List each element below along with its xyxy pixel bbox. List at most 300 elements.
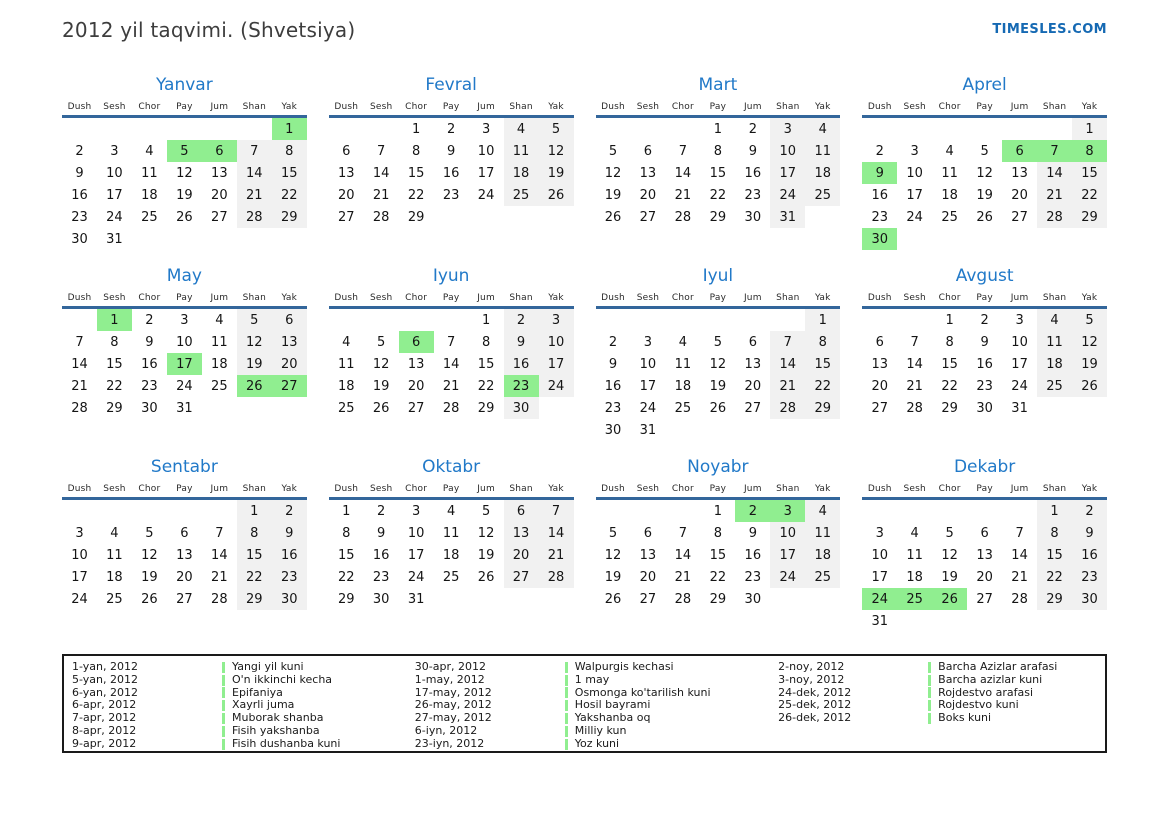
month-title: Iyun xyxy=(432,266,470,286)
day-cell: 13 xyxy=(337,165,355,181)
day-cell: 21 xyxy=(1011,569,1028,585)
empty-cell xyxy=(329,118,364,140)
day-cell: 11 xyxy=(106,547,123,563)
day-cell: 15 xyxy=(337,547,355,563)
day-cell: 4 xyxy=(1037,309,1072,331)
weekday-header: Pay xyxy=(442,101,460,112)
day-cell: 28 xyxy=(906,400,923,416)
empty-cell xyxy=(897,228,932,250)
month-iyun xyxy=(329,263,574,441)
day-cell: 7 xyxy=(1015,525,1024,541)
holiday-name xyxy=(565,661,778,674)
day-cell: 15 xyxy=(941,356,958,372)
day-cell: 21 xyxy=(770,375,805,397)
day-cell: 1 xyxy=(342,503,351,519)
weekday-header: Sesh xyxy=(103,483,126,494)
day-cell: 12 xyxy=(604,165,622,181)
months-grid xyxy=(62,72,1107,632)
holiday-name xyxy=(565,738,778,751)
day-cell: 16 xyxy=(1072,544,1107,566)
weekday-header: Sesh xyxy=(103,292,126,303)
empty-cell xyxy=(539,397,574,419)
day-cell: 1 xyxy=(805,309,840,331)
day-cell: 27 xyxy=(176,591,193,607)
day-cell: 31 xyxy=(1011,400,1028,416)
empty-cell xyxy=(932,500,967,522)
day-cell: 30 xyxy=(744,591,762,607)
month-noyabr xyxy=(596,454,841,632)
day-cell: 24 xyxy=(71,591,88,607)
weekday-header: Pay xyxy=(709,292,727,303)
holiday-date: 25-dek, 2012 xyxy=(778,698,852,712)
month-sentabr xyxy=(62,454,307,632)
day-cell: 3 xyxy=(1015,312,1024,328)
day-cell: 16 xyxy=(744,165,762,181)
weekday-header: Jum xyxy=(743,292,762,303)
empty-cell xyxy=(770,309,805,331)
holiday-name xyxy=(928,712,1097,725)
month-mart xyxy=(596,72,841,250)
empty-cell xyxy=(967,118,1002,140)
day-cell: 2 xyxy=(608,334,618,350)
weekday-header: Pay xyxy=(709,483,727,494)
day-cell: 3 xyxy=(643,334,653,350)
day-cell: 23 xyxy=(141,378,158,394)
weekday-header: Yak xyxy=(814,483,831,494)
empty-cell xyxy=(329,309,364,331)
weekday-header: Sesh xyxy=(636,101,660,112)
day-cell: 5 xyxy=(539,118,574,140)
days-grid xyxy=(862,118,1107,250)
holiday-date: 23-iyn, 2012 xyxy=(414,736,485,750)
weekday-header: Pay xyxy=(442,483,460,494)
day-cell: 21 xyxy=(372,187,390,203)
day-cell: 23 xyxy=(604,400,622,416)
day-cell: 26 xyxy=(604,209,622,225)
empty-cell xyxy=(1002,228,1037,250)
day-cell: 21 xyxy=(237,184,272,206)
day-cell: 18 xyxy=(504,162,539,184)
day-cell: 1 xyxy=(945,312,954,328)
day-cell: 28 xyxy=(674,591,692,607)
empty-cell xyxy=(665,309,700,331)
holiday-name-text: Yakshanba oq xyxy=(574,711,651,725)
day-cell: 4 xyxy=(805,500,840,522)
month-may xyxy=(62,263,307,441)
day-cell: 28 xyxy=(674,209,692,225)
weekday-header: Yak xyxy=(548,292,564,303)
holiday-marker-icon xyxy=(222,700,225,711)
day-cell: 10 xyxy=(477,143,495,159)
day-cell: 12 xyxy=(539,140,574,162)
holiday-name xyxy=(565,674,778,687)
day-cell: 2 xyxy=(272,500,307,522)
day-cell: 29 xyxy=(709,591,727,607)
empty-cell xyxy=(1072,610,1107,632)
day-cell: 15 xyxy=(709,165,727,181)
day-cell: 14 xyxy=(1011,547,1028,563)
day-cell: 16 xyxy=(442,165,460,181)
empty-cell xyxy=(665,419,700,441)
day-cell: 23 xyxy=(744,569,762,585)
day-cell: 31 xyxy=(871,613,888,629)
weekday-header: Jum xyxy=(210,483,229,494)
day-cell: 18 xyxy=(442,547,460,563)
weekday-header: Yak xyxy=(814,101,831,112)
day-cell: 17 xyxy=(407,547,425,563)
day-cell: 24 xyxy=(539,375,574,397)
day-cell: 26 xyxy=(176,209,193,225)
legend-entry xyxy=(72,738,415,751)
empty-cell xyxy=(805,588,840,610)
month-title: May xyxy=(166,266,202,286)
day-cell: 1 xyxy=(713,121,722,137)
day-cell: 19 xyxy=(141,569,158,585)
legend-entry xyxy=(72,661,415,674)
day-cell: 29 xyxy=(106,400,123,416)
day-cell: 14 xyxy=(674,547,692,563)
day-cell: 9 xyxy=(748,143,757,159)
day-cell: 7 xyxy=(1037,140,1072,162)
day-cell: 2 xyxy=(735,500,770,522)
day-cell: 17 xyxy=(1011,356,1028,372)
weekday-header: Chor xyxy=(671,483,694,494)
day-cell: 5 xyxy=(167,140,202,162)
empty-cell xyxy=(1037,118,1072,140)
day-cell: 24 xyxy=(106,209,123,225)
day-cell: 2 xyxy=(446,121,456,137)
weekday-header: Jum xyxy=(1010,483,1029,494)
day-cell: 1 xyxy=(412,121,421,137)
empty-cell xyxy=(469,206,504,228)
day-cell: 16 xyxy=(272,544,307,566)
weekday-header: Yak xyxy=(281,292,298,303)
days-grid xyxy=(596,118,841,228)
empty-cell xyxy=(539,206,574,228)
day-cell: 29 xyxy=(477,400,495,416)
day-cell: 23 xyxy=(504,375,539,397)
weekday-header: Shan xyxy=(776,292,800,303)
legend-entry xyxy=(415,661,778,674)
day-cell: 3 xyxy=(539,309,574,331)
empty-cell xyxy=(932,228,967,250)
day-cell: 27 xyxy=(272,375,307,397)
weekday-header: Chor xyxy=(405,483,428,494)
day-cell: 11 xyxy=(337,356,355,372)
day-cell: 13 xyxy=(744,356,762,372)
weekday-header: Shan xyxy=(509,101,533,112)
holiday-marker-icon xyxy=(222,739,225,750)
month-aprel xyxy=(862,72,1107,250)
empty-cell xyxy=(596,118,631,140)
day-cell: 3 xyxy=(770,118,805,140)
weekday-header-row xyxy=(862,98,1107,118)
day-cell: 28 xyxy=(237,206,272,228)
month-title: Dekabr xyxy=(953,457,1016,477)
day-cell: 14 xyxy=(71,356,88,372)
holiday-name-text: Rojdestvo arafasi xyxy=(938,685,1034,699)
holiday-name-text: Epifaniya xyxy=(232,685,283,699)
empty-cell xyxy=(1072,397,1107,419)
day-cell: 25 xyxy=(897,588,932,610)
empty-cell xyxy=(504,206,539,228)
weekday-header: Jum xyxy=(477,292,495,303)
weekday-header: Pay xyxy=(976,483,993,494)
day-cell: 1 xyxy=(481,312,491,328)
day-cell: 27 xyxy=(639,591,657,607)
day-cell: 26 xyxy=(1072,375,1107,397)
day-cell: 20 xyxy=(211,187,228,203)
day-cell: 14 xyxy=(674,165,692,181)
day-cell: 30 xyxy=(604,422,622,438)
empty-cell xyxy=(364,309,399,331)
month-title: Oktabr xyxy=(422,457,481,477)
day-cell: 6 xyxy=(180,525,189,541)
empty-cell xyxy=(770,588,805,610)
empty-cell xyxy=(132,118,167,140)
day-cell: 14 xyxy=(539,522,574,544)
empty-cell xyxy=(364,118,399,140)
day-cell: 4 xyxy=(678,334,688,350)
holiday-name-text: Barcha azizlar kuni xyxy=(938,672,1043,686)
day-cell: 9 xyxy=(862,162,897,184)
day-cell: 23 xyxy=(272,566,307,588)
holiday-name-text: Osmonga ko'tarilish kuni xyxy=(574,685,711,699)
weekday-header: Sesh xyxy=(369,101,393,112)
holiday-name-text: Fisih dushanba kuni xyxy=(232,736,341,750)
day-cell: 20 xyxy=(744,378,762,394)
day-cell: 10 xyxy=(1011,334,1028,350)
legend-entry xyxy=(778,674,1097,687)
day-cell: 2 xyxy=(748,121,757,137)
day-cell: 4 xyxy=(145,143,154,159)
day-cell: 31 xyxy=(407,591,425,607)
holiday-marker-icon xyxy=(222,675,225,686)
day-cell: 24 xyxy=(1011,378,1028,394)
day-cell: 13 xyxy=(1011,165,1028,181)
month-title: Sentabr xyxy=(150,457,218,477)
day-cell: 22 xyxy=(709,187,727,203)
day-cell: 23 xyxy=(442,187,460,203)
day-cell: 8 xyxy=(805,331,840,353)
day-cell: 6 xyxy=(980,525,989,541)
day-cell: 9 xyxy=(446,143,456,159)
day-cell: 22 xyxy=(477,378,495,394)
holiday-name-text: Yoz kuni xyxy=(574,736,620,750)
weekday-header: Pay xyxy=(176,292,193,303)
day-cell: 20 xyxy=(639,187,657,203)
day-cell: 31 xyxy=(176,400,193,416)
day-cell: 23 xyxy=(71,209,88,225)
day-cell: 7 xyxy=(377,143,386,159)
weekday-header: Shan xyxy=(1042,292,1067,303)
legend-column xyxy=(72,661,415,751)
day-cell: 18 xyxy=(805,544,840,566)
day-cell: 17 xyxy=(770,162,805,184)
days-grid xyxy=(62,500,307,610)
day-cell: 27 xyxy=(639,209,657,225)
brand-link[interactable]: TIMESLES.COM xyxy=(992,22,1107,37)
day-cell: 16 xyxy=(71,187,88,203)
weekday-header: Chor xyxy=(405,292,428,303)
empty-cell xyxy=(770,419,805,441)
day-cell: 20 xyxy=(1011,187,1028,203)
holiday-name xyxy=(222,661,415,674)
holiday-name-text: Boks kuni xyxy=(938,711,992,725)
day-cell: 28 xyxy=(770,397,805,419)
weekday-header: Dush xyxy=(601,292,625,303)
empty-cell xyxy=(132,228,167,250)
day-cell: 29 xyxy=(941,400,958,416)
day-cell: 18 xyxy=(106,569,123,585)
day-cell: 10 xyxy=(770,522,805,544)
day-cell: 4 xyxy=(945,143,954,159)
empty-cell xyxy=(202,500,237,522)
day-cell: 16 xyxy=(141,356,158,372)
weekday-header-row xyxy=(329,98,574,118)
day-cell: 20 xyxy=(871,378,888,394)
day-cell: 19 xyxy=(604,569,622,585)
day-cell: 1 xyxy=(1037,500,1072,522)
holiday-marker-icon xyxy=(565,739,568,750)
day-cell: 27 xyxy=(337,209,355,225)
month-fevral xyxy=(329,72,574,250)
empty-cell xyxy=(504,588,539,610)
day-cell: 27 xyxy=(871,400,888,416)
weekday-header: Yak xyxy=(814,292,831,303)
day-cell: 5 xyxy=(945,525,954,541)
holiday-marker-icon xyxy=(222,687,225,698)
day-cell: 6 xyxy=(643,525,653,541)
day-cell: 21 xyxy=(211,569,228,585)
day-cell: 5 xyxy=(980,143,989,159)
weekday-header: Dush xyxy=(867,101,892,112)
day-cell: 20 xyxy=(639,569,657,585)
day-cell: 17 xyxy=(906,187,923,203)
day-cell: 29 xyxy=(272,206,307,228)
day-cell: 25 xyxy=(941,209,958,225)
day-cell: 2 xyxy=(980,312,989,328)
holiday-marker-icon xyxy=(565,726,568,737)
month-dekabr xyxy=(862,454,1107,632)
day-cell: 21 xyxy=(71,378,88,394)
empty-cell xyxy=(1037,610,1072,632)
weekday-header: Dush xyxy=(334,292,359,303)
empty-cell xyxy=(167,500,202,522)
holiday-marker-icon xyxy=(928,662,931,673)
weekday-header: Shan xyxy=(242,292,267,303)
day-cell: 6 xyxy=(643,143,653,159)
day-cell: 10 xyxy=(106,165,123,181)
day-cell: 17 xyxy=(71,569,88,585)
day-cell: 4 xyxy=(910,525,919,541)
weekday-header-row xyxy=(62,480,307,500)
day-cell: 6 xyxy=(342,143,351,159)
day-cell: 18 xyxy=(337,378,355,394)
day-cell: 7 xyxy=(678,143,688,159)
weekday-header: Dush xyxy=(67,292,92,303)
month-title: Aprel xyxy=(962,75,1007,95)
empty-cell xyxy=(399,309,434,331)
day-cell: 16 xyxy=(504,353,539,375)
holiday-date: 1-may, 2012 xyxy=(414,672,485,686)
day-cell: 10 xyxy=(639,356,657,372)
empty-cell xyxy=(237,228,272,250)
day-cell: 22 xyxy=(337,569,355,585)
day-cell: 19 xyxy=(176,187,193,203)
empty-cell xyxy=(630,500,665,522)
weekday-header: Sesh xyxy=(903,101,926,112)
empty-cell xyxy=(62,118,97,140)
holiday-marker-icon xyxy=(222,662,225,673)
empty-cell xyxy=(967,500,1002,522)
holiday-marker-icon xyxy=(222,713,225,724)
day-cell: 25 xyxy=(674,400,692,416)
day-cell: 5 xyxy=(237,309,272,331)
empty-cell xyxy=(1037,397,1072,419)
day-cell: 21 xyxy=(539,544,574,566)
day-cell: 26 xyxy=(477,569,495,585)
month-avgust xyxy=(862,263,1107,441)
month-title: Yanvar xyxy=(156,75,213,95)
holiday-name-text: Walpurgis kechasi xyxy=(574,660,674,673)
day-cell: 22 xyxy=(237,566,272,588)
day-cell: 23 xyxy=(372,569,390,585)
empty-cell xyxy=(539,588,574,610)
holiday-date: 5-yan, 2012 xyxy=(72,672,138,686)
day-cell: 21 xyxy=(1037,184,1072,206)
day-cell: 24 xyxy=(639,400,657,416)
weekday-header: Chor xyxy=(671,292,694,303)
holiday-date: 2-noy, 2012 xyxy=(778,660,845,673)
weekday-header: Pay xyxy=(976,101,993,112)
day-cell: 27 xyxy=(407,400,425,416)
day-cell: 24 xyxy=(770,184,805,206)
day-cell: 9 xyxy=(608,356,618,372)
weekday-header: Jum xyxy=(743,483,762,494)
day-cell: 12 xyxy=(1072,331,1107,353)
day-cell: 7 xyxy=(910,334,919,350)
day-cell: 6 xyxy=(1002,140,1037,162)
holiday-name-text: Barcha Azizlar arafasi xyxy=(938,660,1058,673)
empty-cell xyxy=(897,610,932,632)
holiday-name xyxy=(222,738,415,751)
holiday-date: 7-apr, 2012 xyxy=(72,711,137,725)
empty-cell xyxy=(167,228,202,250)
day-cell: 12 xyxy=(237,331,272,353)
day-cell: 11 xyxy=(504,140,539,162)
holiday-marker-icon xyxy=(928,687,931,698)
day-cell: 11 xyxy=(906,547,923,563)
weekday-header: Yak xyxy=(281,101,298,112)
empty-cell xyxy=(1002,118,1037,140)
day-cell: 11 xyxy=(1037,331,1072,353)
holiday-marker-icon xyxy=(565,675,568,686)
day-cell: 3 xyxy=(412,503,421,519)
day-cell: 22 xyxy=(1037,566,1072,588)
weekday-header: Chor xyxy=(138,292,161,303)
holiday-date: 6-apr, 2012 xyxy=(72,698,137,712)
day-cell: 20 xyxy=(272,353,307,375)
day-cell: 9 xyxy=(377,525,386,541)
day-cell: 16 xyxy=(744,547,762,563)
day-cell: 2 xyxy=(377,503,386,519)
day-cell: 25 xyxy=(337,400,355,416)
day-cell: 7 xyxy=(770,331,805,353)
holiday-date: 24-dek, 2012 xyxy=(778,685,852,699)
day-cell: 15 xyxy=(106,356,123,372)
empty-cell xyxy=(1037,228,1072,250)
